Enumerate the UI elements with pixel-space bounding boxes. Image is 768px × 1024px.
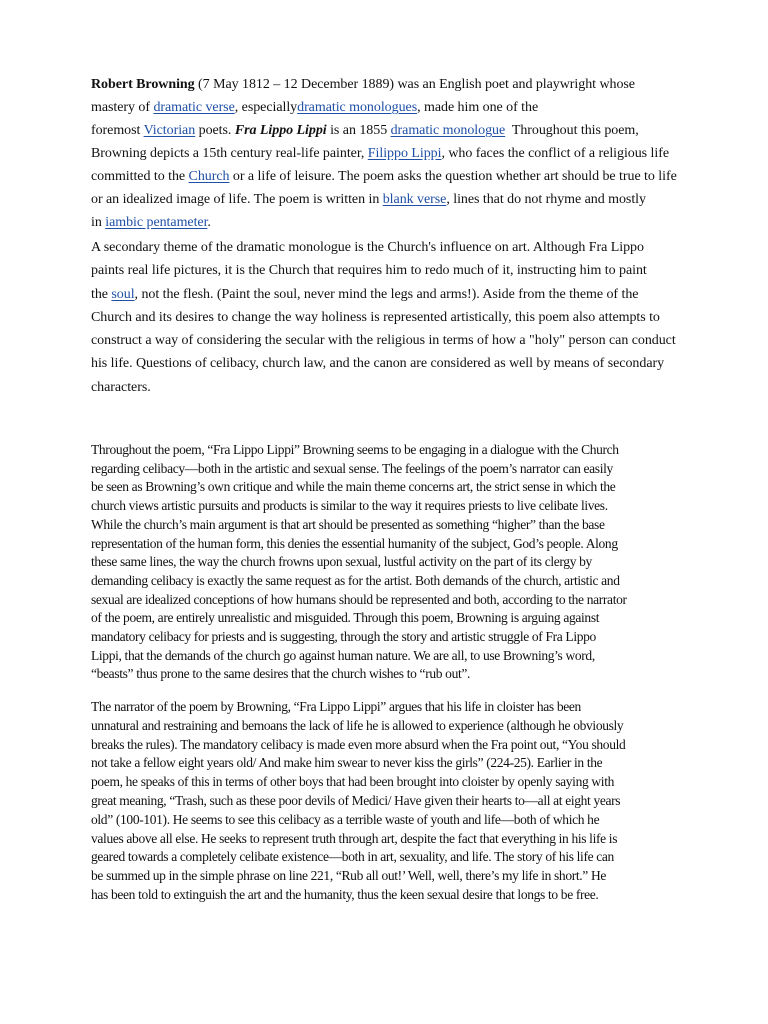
narrator-line: unnatural and restraining and bemoans the lack of life he is allowed to experience (although he obviously (91, 717, 624, 733)
theme-line-5: construct a way of considering the secular with the religious in terms of how a "holy" person can conduct (91, 333, 676, 349)
theme-line-2: paints real life pictures, it is the Church that requires him to redo much of it, instructing him to paint (91, 263, 647, 279)
secondary-theme-paragraph (91, 236, 681, 399)
intro-line-3: foremost Victorian poets. Fra Lippo Lippi is an 1855 dramatic monologue Throughout this poem, (91, 123, 639, 138)
dialogue-line: Lippi, that the demands of the church go against human nature. We are all, to use Browning’s word, (91, 647, 595, 663)
link-dramatic-monologue[interactable]: dramatic monologue (390, 123, 506, 138)
dialogue-line: mandatory celibacy for priests and is suggesting, through the story and artistic struggle of Fra Lippo (91, 629, 596, 645)
intro-paragraph (91, 73, 681, 234)
narrator-line: great meaning, “Trash, such as these poor devils of Medici/ Have given their hearts to—all at eight years (91, 792, 621, 808)
narrator-line: old” (100-101). He seems to see this celibacy as a terrible waste of youth and life—both of which he (91, 811, 600, 827)
link-iambic-pentameter[interactable]: iambic pentameter (105, 215, 208, 230)
theme-line-4: Church and its desires to change the way holiness is represented artistically, this poem also attempts to (91, 309, 660, 325)
narrator-cloister-paragraph (91, 698, 691, 905)
narrator-line: not take a fellow eight years old/ And make him swear to never kiss the girls” (224-25). Earlier in the (91, 755, 603, 771)
link-victorian[interactable]: Victorian (143, 123, 196, 138)
theme-line-1: A secondary theme of the dramatic monologue is the Church's influence on art. Although Fra Lippo (91, 240, 644, 255)
link-soul[interactable]: soul (111, 286, 135, 302)
dialogue-line: these same lines, the way the church frowns upon sexual, lustful activity on the part of its clergy by (91, 554, 592, 570)
intro-line-7: in iambic pentameter. (91, 215, 211, 230)
theme-line-3: the soul, not the flesh. (Paint the soul, never mind the legs and arms!). Aside from the theme of the (91, 286, 639, 302)
link-blank-verse[interactable]: blank verse (382, 192, 447, 207)
poem-title: Fra Lippo Lippi (234, 123, 327, 138)
celibacy-dialogue-paragraph (91, 441, 691, 684)
dialogue-line: “beasts” thus prone to the same desires that the church wishes to “rub out”. (91, 666, 471, 682)
dialogue-line: demanding celibacy is exactly the same request as for the artist. Both demands of the church, artistic and (91, 572, 620, 588)
dialogue-line: Throughout the poem, “Fra Lippo Lippi” Browning seems to be engaging in a dialogue with the Church (91, 442, 619, 457)
narrator-line: values above all else. He seeks to represent truth through art, despite the fact that everything in his life is (91, 830, 618, 846)
link-church[interactable]: Church (188, 169, 230, 184)
theme-line-6: his life. Questions of celibacy, church law, and the canon are considered as well by means of secondary (91, 356, 665, 372)
dialogue-line: be seen as Browning’s own critique and while the main theme concerns art, the strict sense in which the (91, 479, 616, 495)
link-dramatic-verse[interactable]: dramatic verse (153, 100, 235, 115)
author-name: Robert Browning (91, 77, 195, 92)
link-dramatic-monologues[interactable]: dramatic monologues (297, 100, 418, 115)
dialogue-line: While the church’s main argument is that art should be presented as something “higher” than the base (91, 516, 605, 532)
intro-line-5: committed to the Church or a life of leisure. The poem asks the question whether art should be true to life (91, 169, 677, 184)
narrator-line: The narrator of the poem by Browning, “Fra Lippo Lippi” argues that his life in cloister has been (91, 699, 581, 714)
narrator-line: breaks the rules). The mandatory celibacy is made even more absurd when the Fra point out, “You should (91, 736, 626, 752)
intro-line-4: Browning depicts a 15th century real-life painter, Filippo Lippi, who faces the conflict of a religious life (91, 146, 669, 161)
narrator-line: has been told to extinguish the art and the humanity, thus the keen sexual desire that longs to be free. (91, 886, 599, 902)
dialogue-line: representation of the human form, this denies the essential humanity of the subject, God’s people. Along (91, 535, 618, 551)
dialogue-line: sexual are idealized conceptions of how humans should be represented and both, according to the narrator (91, 591, 627, 607)
dialogue-line: regarding celibacy—both in the artistic and sexual sense. The feelings of the poem’s narrator can easily (91, 460, 613, 476)
intro-line-1: Robert Browning (7 May 1812 – 12 December 1889) was an English poet and playwright whose (91, 77, 635, 92)
intro-line-2: mastery of dramatic verse, especiallydramatic monologues, made him one of the (91, 100, 539, 115)
dialogue-line: church views artistic pursuits and products is similar to the way it requires priests to live celibate lives. (91, 498, 608, 514)
narrator-line: poem, he speaks of this in terms of other boys that had been brought into cloister by openly saying with (91, 774, 615, 790)
narrator-line: geared towards a completely celibate existence—both in art, sexuality, and life. The story of his life can (91, 849, 614, 865)
link-filippo-lippi[interactable]: Filippo Lippi (367, 146, 442, 161)
theme-line-7: characters. (91, 379, 151, 395)
intro-line-6: or an idealized image of life. The poem is written in blank verse, lines that do not rhyme and mostly (91, 192, 646, 207)
narrator-line: be summed up in the simple phrase on line 221, “Rub all out!’ Well, well, there’s my life in short.” He (91, 868, 606, 884)
dialogue-line: of the poem, are entirely unrealistic and misguided. Through this poem, Browning is arguing against (91, 610, 600, 626)
